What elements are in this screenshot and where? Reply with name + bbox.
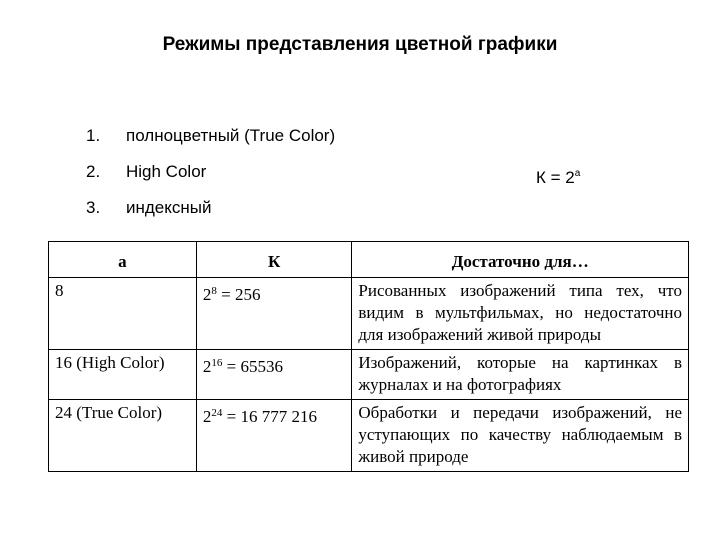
k-result: = 65536 <box>222 357 283 376</box>
k-base: 2 <box>202 407 212 426</box>
list-label: индексный <box>126 198 212 217</box>
header-desc: Достаточно для… <box>352 242 689 278</box>
formula-exponent: a <box>574 168 581 179</box>
color-count-formula <box>536 168 580 188</box>
list-number: 1. <box>86 126 101 145</box>
cell-desc: Рисованных изображений типа тех, что видим в мультфильмах, но недостаточно для изображений живой природы <box>352 278 689 350</box>
header-a: a <box>49 242 197 278</box>
formula-lhs: К = 2 <box>536 168 575 187</box>
mode-list-item-2 <box>86 162 206 182</box>
k-result: = 16 777 216 <box>222 407 317 426</box>
table-row <box>49 400 689 472</box>
list-label: High Color <box>126 162 207 181</box>
k-exponent: 8 <box>211 285 217 297</box>
k-exponent: 24 <box>211 407 223 419</box>
list-number: 3. <box>86 198 101 217</box>
cell-a: 24 (True Color) <box>49 400 197 472</box>
table-header-row <box>49 242 689 278</box>
cell-desc: Изображений, которые на картинках в журналах и на фотографиях <box>352 350 689 400</box>
cell-a: 16 (High Color) <box>49 350 197 400</box>
list-number: 2. <box>86 162 101 181</box>
cell-desc: Обработки и передачи изображений, не уступающих по качеству наблюдаемым в живой природе <box>352 400 689 472</box>
page-title: Режимы представления цветной графики <box>162 34 558 55</box>
k-base: 2 <box>202 285 212 304</box>
cell-k <box>196 278 352 350</box>
cell-k <box>196 350 352 400</box>
mode-list-item-3 <box>86 198 212 218</box>
k-exponent: 16 <box>211 357 223 369</box>
cell-a: 8 <box>49 278 197 350</box>
mode-list-item-1 <box>86 126 335 146</box>
k-base: 2 <box>202 357 212 376</box>
color-modes-table <box>48 241 689 472</box>
header-k: К <box>196 242 352 278</box>
k-result: = 256 <box>216 285 261 304</box>
list-label: полноцветный (True Color) <box>126 126 336 145</box>
cell-k <box>196 400 352 472</box>
table-row <box>49 278 689 350</box>
table-row <box>49 350 689 400</box>
